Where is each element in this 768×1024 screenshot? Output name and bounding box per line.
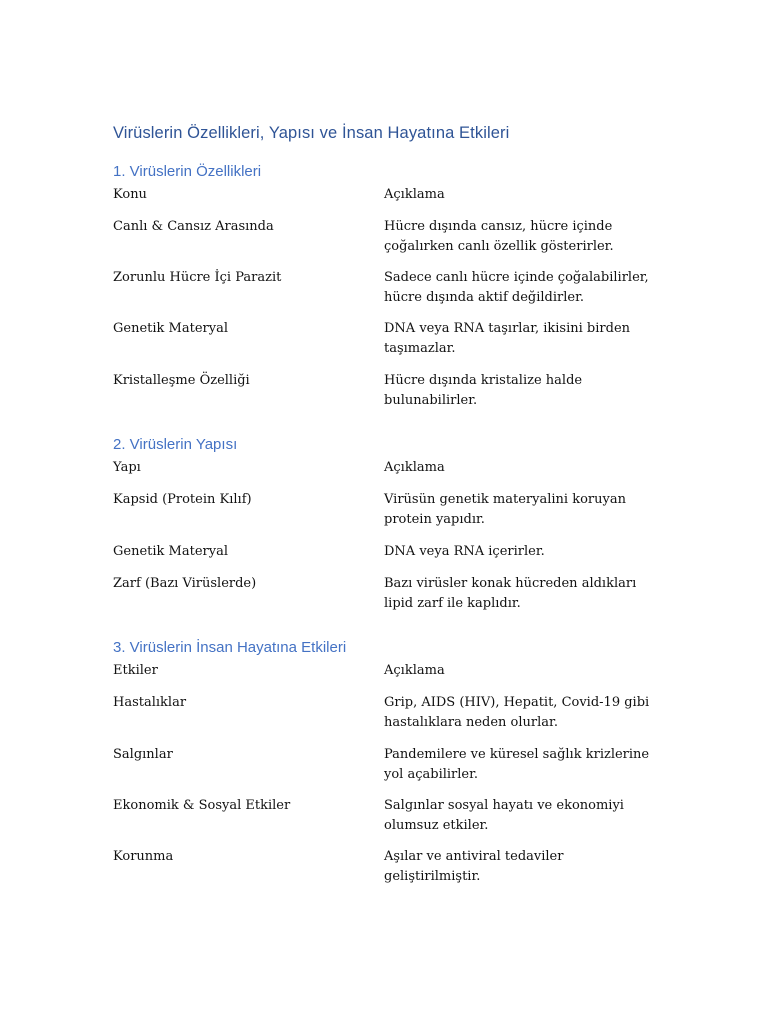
table-row-term: Salgınlar bbox=[113, 747, 173, 762]
table-row-term: Hastalıklar bbox=[113, 695, 187, 710]
table-row-description: DNA veya RNA taşırlar, ikisini birden taşımazlar. bbox=[384, 321, 631, 356]
table-row-description: Pandemilere ve küresel sağlık krizlerine yol açabilirler. bbox=[384, 747, 650, 782]
column-header-topic: Konu bbox=[113, 187, 147, 202]
column-header-description: Açıklama bbox=[384, 187, 445, 202]
table-row-description: Hücre dışında kristalize halde bulunabilirler. bbox=[384, 373, 583, 408]
column-header-effects: Etkiler bbox=[113, 663, 158, 678]
column-header-description: Açıklama bbox=[384, 460, 445, 475]
table-row-term: Kristalleşme Özelliği bbox=[113, 373, 250, 388]
table-row-description: Grip, AIDS (HIV), Hepatit, Covid-19 gibi hastalıklara neden olurlar. bbox=[384, 695, 650, 730]
table-row-description: Sadece canlı hücre içinde çoğalabilirler, hücre dışında aktif değildirler. bbox=[384, 270, 649, 305]
column-header-description: Açıklama bbox=[384, 663, 445, 678]
table-row-term: Kapsid (Protein Kılıf) bbox=[113, 492, 252, 507]
table-row-term: Zorunlu Hücre İçi Parazit bbox=[113, 270, 282, 285]
table-row-description: Hücre dışında cansız, hücre içinde çoğalırken canlı özellik gösterirler. bbox=[384, 219, 614, 254]
column-header-structure: Yapı bbox=[113, 460, 141, 475]
table-row-description: Bazı virüsler konak hücreden aldıkları lipid zarf ile kaplıdır. bbox=[384, 576, 637, 611]
section-heading-properties: 1. Virüslerin Özellikleri bbox=[113, 163, 262, 180]
table-row-description: Salgınlar sosyal hayatı ve ekonomiyi olumsuz etkiler. bbox=[384, 798, 624, 833]
table-row-description: DNA veya RNA içerirler. bbox=[384, 544, 545, 559]
section-heading-structure: 2. Virüslerin Yapısı bbox=[113, 436, 238, 453]
table-row-description: Virüsün genetik materyalini koruyan protein yapıdır. bbox=[384, 492, 626, 527]
table-row-term: Ekonomik & Sosyal Etkiler bbox=[113, 798, 291, 813]
table-row-term: Zarf (Bazı Virüslerde) bbox=[113, 576, 257, 591]
table-row-description: Aşılar ve antiviral tedaviler geliştirilmiştir. bbox=[384, 849, 564, 884]
table-row-term: Canlı & Cansız Arasında bbox=[113, 219, 274, 234]
table-row-term: Genetik Materyal bbox=[113, 544, 228, 559]
table-row-term: Genetik Materyal bbox=[113, 321, 228, 336]
table-row-term: Korunma bbox=[113, 849, 174, 864]
document-title: Virüslerin Özellikleri, Yapısı ve İnsan Hayatına Etkileri bbox=[113, 124, 510, 142]
section-heading-effects: 3. Virüslerin İnsan Hayatına Etkileri bbox=[113, 639, 347, 656]
